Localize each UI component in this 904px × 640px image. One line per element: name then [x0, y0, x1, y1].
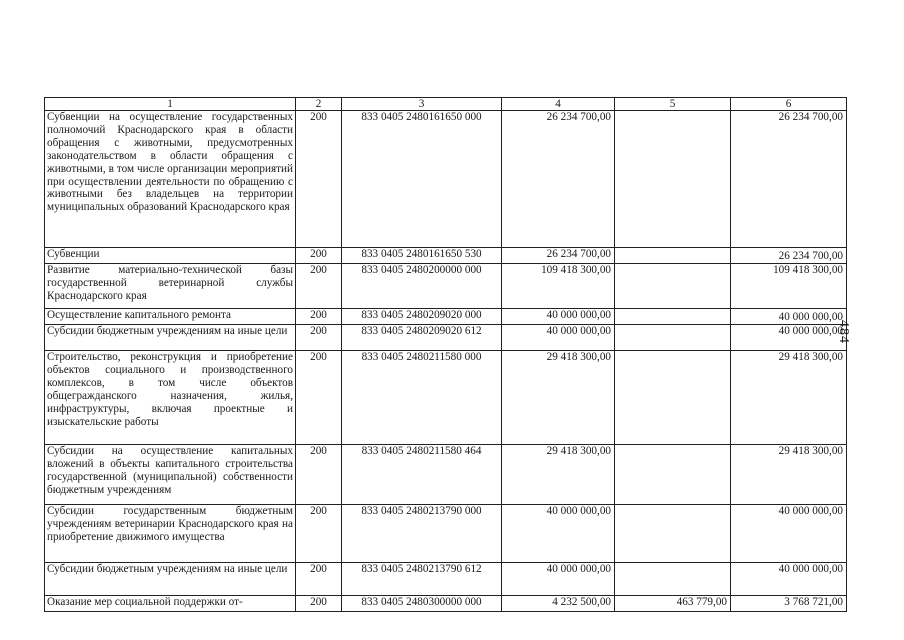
table-row [45, 505, 847, 563]
row-kbk: 833 0405 2480211580 000 [342, 351, 502, 445]
row-kbk: 833 0405 2480211580 464 [342, 445, 502, 505]
row-description: Субсидии бюджетным учреждениям на иные цели [45, 325, 296, 351]
row-col6: 26 234 700,00 [731, 248, 847, 264]
row-col5 [615, 445, 731, 505]
row-code: 200 [296, 325, 342, 351]
table-row [45, 264, 847, 309]
row-col6: 40 000 000,00 [731, 563, 847, 596]
row-col6: 40 000 000,00 [731, 325, 847, 351]
row-col4: 40 000 000,00 [502, 309, 615, 325]
row-code: 200 [296, 596, 342, 612]
row-description: Развитие материально-технической базы государственной ветеринарной службы Краснодарского края [45, 264, 296, 309]
row-code: 200 [296, 264, 342, 309]
row-description: Осуществление капитального ремонта [45, 309, 296, 325]
header-cell: 5 [615, 98, 731, 111]
table-row [45, 111, 847, 248]
row-kbk: 833 0405 2480300000 000 [342, 596, 502, 612]
row-col5 [615, 111, 731, 248]
header-row [45, 98, 847, 111]
table-row [45, 445, 847, 505]
row-kbk: 833 0405 2480213790 612 [342, 563, 502, 596]
row-code: 200 [296, 111, 342, 248]
header-cell: 4 [502, 98, 615, 111]
row-col6: 40 000 000,00 [731, 505, 847, 563]
row-col6: 109 418 300,00 [731, 264, 847, 309]
header-cell: 6 [731, 98, 847, 111]
row-col4: 29 418 300,00 [502, 445, 615, 505]
header-cell: 2 [296, 98, 342, 111]
row-col5 [615, 264, 731, 309]
row-col4: 40 000 000,00 [502, 505, 615, 563]
row-description: Субвенции на осуществление государственных полномочий Краснодарского края в области обращения с животными, предусмотренных законодательством в области обращения с животными, в том числе организации мероприятий при осуществлении деятельности по обращению с животными без владельцев на территории муниципальных образований Краснодарского края [45, 111, 296, 248]
row-code: 200 [296, 563, 342, 596]
row-description: Оказание мер социальной поддержки от- [45, 596, 296, 612]
row-col5 [615, 505, 731, 563]
row-col6: 3 768 721,00 [731, 596, 847, 612]
budget-table [44, 97, 847, 612]
page-number: 484 [836, 320, 851, 344]
row-col5 [615, 351, 731, 445]
header-cell: 1 [45, 98, 296, 111]
row-description: Субвенции [45, 248, 296, 264]
table-row [45, 309, 847, 325]
table-row [45, 596, 847, 612]
row-col6: 40 000 000,00 [731, 309, 847, 325]
row-col4: 4 232 500,00 [502, 596, 615, 612]
row-code: 200 [296, 445, 342, 505]
row-col5 [615, 563, 731, 596]
row-code: 200 [296, 248, 342, 264]
row-col5 [615, 309, 731, 325]
header-cell: 3 [342, 98, 502, 111]
row-code: 200 [296, 351, 342, 445]
table-row [45, 563, 847, 596]
row-kbk: 833 0405 2480209020 000 [342, 309, 502, 325]
row-description: Строительство, реконструкция и приобретение объектов социального и производственного комплексов, в том числе объектов общегражданского назначения, жилья, инфраструктуры, включая проектные и изыскательские работы [45, 351, 296, 445]
row-col5 [615, 325, 731, 351]
row-description: Субсидии на осуществление капитальных вложений в объекты капитального строительства государственной (муниципальной) собственности бюджетным учреждениям [45, 445, 296, 505]
row-description: Субсидии бюджетным учреждениям на иные цели [45, 563, 296, 596]
row-col4: 109 418 300,00 [502, 264, 615, 309]
row-col4: 40 000 000,00 [502, 563, 615, 596]
row-col6: 29 418 300,00 [731, 351, 847, 445]
row-col4: 40 000 000,00 [502, 325, 615, 351]
row-col4: 26 234 700,00 [502, 248, 615, 264]
row-kbk: 833 0405 2480200000 000 [342, 264, 502, 309]
row-kbk: 833 0405 2480213790 000 [342, 505, 502, 563]
row-col6: 29 418 300,00 [731, 445, 847, 505]
row-description: Субсидии государственным бюджетным учреждениям ветеринарии Краснодарского края на приобретение движимого имущества [45, 505, 296, 563]
table-row [45, 248, 847, 264]
row-col6: 26 234 700,00 [731, 111, 847, 248]
row-kbk: 833 0405 2480161650 530 [342, 248, 502, 264]
row-kbk: 833 0405 2480209020 612 [342, 325, 502, 351]
table-row [45, 351, 847, 445]
row-col4: 26 234 700,00 [502, 111, 615, 248]
row-col4: 29 418 300,00 [502, 351, 615, 445]
row-col5 [615, 248, 731, 264]
row-code: 200 [296, 309, 342, 325]
table-row [45, 325, 847, 351]
row-kbk: 833 0405 2480161650 000 [342, 111, 502, 248]
row-code: 200 [296, 505, 342, 563]
row-col5: 463 779,00 [615, 596, 731, 612]
